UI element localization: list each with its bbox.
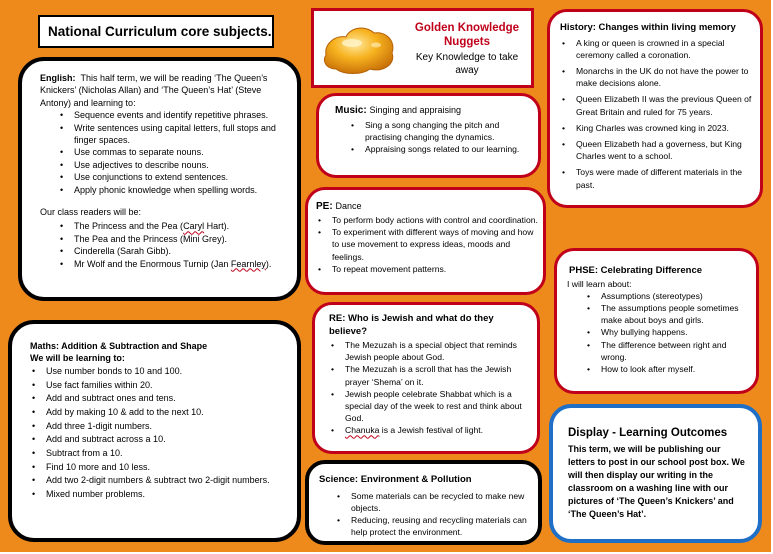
list-item: • Use fact families within 20. (30, 379, 289, 393)
readers-heading: Our class readers will be: (40, 207, 142, 218)
list-item: • The Pea and the Princess (Mini Grey). (58, 233, 287, 245)
list-item: • Sequence events and identify repetitive phrases. (58, 109, 287, 121)
list-item: • Use conjunctions to extend sentences. (58, 171, 287, 183)
list-item: • Add two 2-digit numbers & subtract two 2-digit numbers. (30, 474, 289, 488)
list-item: • Chanuka is a Jewish festival of light. (329, 424, 531, 436)
list-item: • Write sentences using capital letters, full stops and finger spaces. (58, 122, 287, 147)
music-box (316, 93, 541, 178)
display-body: This term, we will be publishing our letters to post in our school post box. We will then display our writing in the classroom on a washing line with our pictures of ‘The Queen’s Knickers’ and ‘The Queen’s Hat’. (568, 444, 745, 519)
list-item: • The assumptions people sometimes make about boys and girls. (585, 302, 750, 326)
music-heading: Music: Singing and appraising (335, 105, 462, 116)
list-item: • Add and subtract across a 10. (30, 433, 289, 447)
nuggets-subtitle: Key Knowledge to take away (415, 52, 519, 76)
history-box (547, 9, 763, 208)
list-item: • Subtract from a 10. (30, 447, 289, 461)
re-heading: RE: Who is Jewish and what do they believe? (329, 313, 494, 337)
science-list (335, 490, 532, 539)
phse-box (554, 248, 759, 394)
list-item: • The Princess and the Pea (Caryl Hart). (58, 220, 287, 232)
list-item: • To perform body actions with control and coordination. (316, 214, 539, 226)
pe-list (316, 214, 539, 275)
list-item: • The Mezuzah is a scroll that has the Jewish prayer ‘Shema’ on it. (329, 363, 531, 387)
list-item: • Add by making 10 & add to the next 10. (30, 406, 289, 420)
list-item: • Mr Wolf and the Enormous Turnip (Jan Fearnley). (58, 258, 287, 270)
history-heading: History: Changes within living memory (560, 22, 736, 33)
list-item: • Cinderella (Sarah Gibb). (58, 245, 287, 257)
list-item: • King Charles was crowned king in 2023. (560, 122, 756, 134)
list-item: • Why bullying happens. (585, 326, 750, 338)
history-list (560, 37, 756, 191)
maths-heading: Maths: Addition & Subtraction and Shape (30, 341, 208, 351)
list-item: • Reducing, reusing and recycling materials can help protect the environment. (335, 514, 532, 538)
maths-box (8, 320, 301, 542)
list-item: • Appraising songs related to our learning. (349, 143, 530, 155)
pe-box (305, 187, 546, 295)
list-item: • Mixed number problems. (30, 488, 289, 502)
nuggets-title: Golden Knowledge Nuggets (414, 22, 520, 48)
list-item: • Queen Elizabeth had a governess, but King Charles went to a school. (560, 138, 756, 162)
list-item: • Use commas to separate nouns. (58, 146, 287, 158)
list-item: • Apply phonic knowledge when spelling words. (58, 184, 287, 196)
display-box (549, 404, 762, 543)
list-item: • To repeat movement patterns. (316, 263, 539, 275)
list-item: • A king or queen is crowned in a special ceremony called a coronation. (560, 37, 756, 61)
gold-nugget-icon (320, 21, 398, 77)
phse-heading: PHSE: Celebrating Difference (569, 265, 703, 276)
list-item: • Assumptions (stereotypes) (585, 290, 750, 302)
list-item: • Monarchs in the UK do not have the power to make decisions alone. (560, 65, 756, 89)
maths-subheading: We will be learning to: (30, 353, 125, 364)
maths-list (30, 365, 289, 502)
pe-heading: PE: Dance (316, 201, 362, 212)
english-intro: English: This half term, we will be reading ‘The Queen’s Knickers’ (Nicholas Allan) and ‘The Queen’s Hat’ (Steve Antony) and learning to: (40, 73, 268, 108)
list-item: • Jewish people celebrate Shabbat which is a special day of the week to rest and think about God. (329, 388, 531, 425)
page-title: National Curriculum core subjects. (48, 24, 272, 39)
phse-list (585, 290, 750, 375)
music-list (349, 119, 530, 156)
list-item: • Some materials can be recycled to make new objects. (335, 490, 532, 514)
list-item: • The Mezuzah is a special object that reminds Jewish people about God. (329, 339, 531, 363)
science-box (305, 460, 542, 545)
list-item: • Find 10 more and 10 less. (30, 461, 289, 475)
page-title-box (38, 15, 274, 48)
list-item: • Add three 1-digit numbers. (30, 420, 289, 434)
list-item: • Sing a song changing the pitch and practising changing the dynamics. (349, 119, 530, 143)
re-list (329, 339, 531, 437)
list-item: • Toys were made of different materials in the past. (560, 166, 756, 190)
list-item: • Add and subtract ones and tens. (30, 392, 289, 406)
english-box (18, 57, 301, 301)
science-heading: Science: Environment & Pollution (319, 474, 472, 485)
list-item: • The difference between right and wrong. (585, 339, 750, 363)
list-item: • How to look after myself. (585, 363, 750, 375)
phse-intro: I will learn about: (567, 278, 632, 289)
display-heading: Display - Learning Outcomes (568, 427, 728, 439)
readers-list (58, 220, 287, 270)
list-item: • Use adjectives to describe nouns. (58, 159, 287, 171)
nuggets-box (311, 8, 534, 88)
re-box (312, 302, 540, 454)
list-item: • Use number bonds to 10 and 100. (30, 365, 289, 379)
list-item: • To experiment with different ways of moving and how to use movement to express ideas, moods and feelings. (316, 226, 539, 263)
list-item: • Queen Elizabeth II was the previous Queen of Great Britain and ruled for 75 years. (560, 93, 756, 117)
english-list (58, 109, 287, 196)
